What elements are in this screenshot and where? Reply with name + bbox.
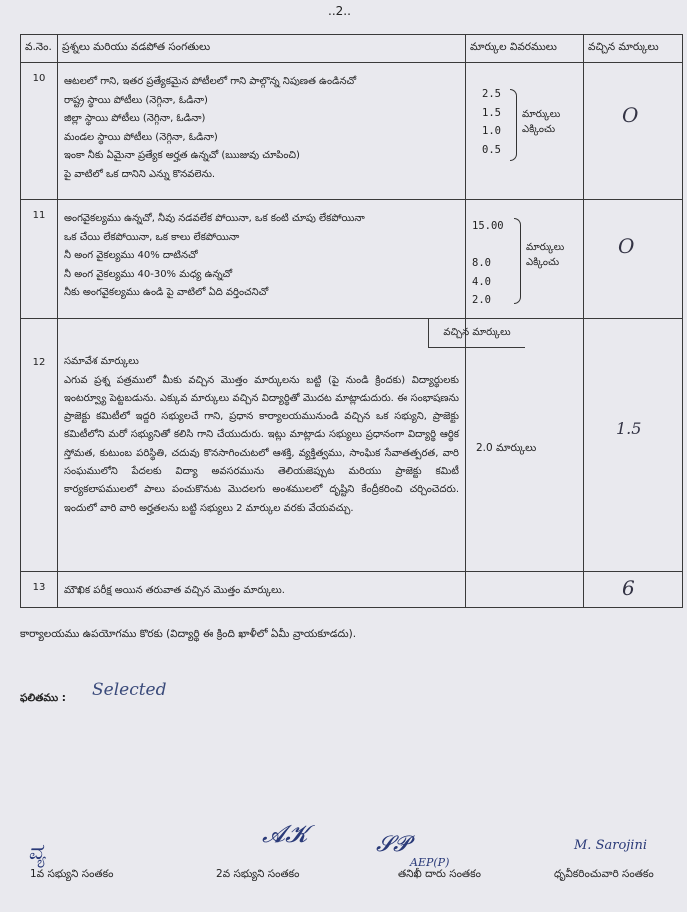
row-13-number: 13 (21, 572, 58, 608)
row-10-obtained (584, 63, 683, 200)
row-11-line: నీ అంగ వైకల్యము 40% దాటినచో (64, 250, 198, 261)
row-11-line: ఒక చేయి లేకపోయినా, ఒక కాలు లేకపోయినా (64, 231, 240, 243)
signature-label-4: ధృవీకరించువారి సంతకం (554, 868, 654, 880)
row-10-question (58, 63, 466, 200)
page-number: ..2.. (328, 4, 351, 18)
row-12-number: 12 (21, 319, 58, 572)
certifier-name: M. Sarojini (574, 838, 647, 853)
row-11-line: నీ అంగ వైకల్యము 40-30% మధ్య ఉన్నచో (64, 268, 233, 280)
row-11-line: అంగవైకల్యము ఉన్నచో, నీవు నడవలేక పోయినా, ఒక కంటి చూపు లేకపోయినా (64, 213, 365, 224)
row-12-marks (466, 319, 584, 572)
mark-value: 1.0 (482, 125, 501, 137)
row-11-marks-note: మార్కులు ఎక్కించు (526, 242, 565, 268)
mark-value: 15.00 (472, 220, 504, 232)
result-label: ఫలితము : (20, 692, 66, 704)
row-12-paragraph: ఎగువ ప్రశ్న పత్రములో మీకు వచ్చిన మొత్తం మార్కులను బట్టి (పై నుండి క్రిందకు) విద్యార్థులకు ఇంటర్వ్యూ పెట్టబడును. ఎక్కువ మార్కులు వచ్చిన విద్యార్థితో మొదట మాట్లాడుదురు. ఈ సంభాషణను ప్రాజెక్టు కమిటీలో ఇద్దరి సభ్యులచే గాని, ప్రధాన కార్యాలయమునుండి వచ్చిన ఒక సభ్యుని, ప్రాజెక్టు కమిటీలోని మరో సభ్యునితో కలిసి గాని చేయుదురు. ఇట్లు మాట్లాడు సభ్యులు ప్రధానంగా విద్యార్థి ఆర్థిక స్తోమత, కుటుంబ పరిస్థితి, చదువు కొనసాగించుటలో ఆశక్తి, వ్యక్తిత్వము, సాంఘిక సేవాతత్పరత, వారి సంఘములోని పేదలకు విద్యా అవసరమును తెలియజెప్పుట మరియు ప్రాజెక్టు కమిటీ కార్యకలాపములలో పాలు పంచుకొనుట మొదలగు అంశములలో దృష్టిని కేంద్రీకరించి చర్చించెదరు. ఇందులో వారి వారి అర్హతలను బట్టి సభ్యులు 2 మార్కుల వరకు వేయవచ్చు. (64, 374, 459, 514)
row-10 (21, 63, 683, 200)
row-11-number: 11 (21, 200, 58, 319)
row-10-line: మండల స్థాయి పోటీలు (నెగ్గినా, ఓడినా) (64, 131, 218, 143)
row-10-number: 10 (21, 63, 58, 200)
row-11-question (58, 200, 466, 319)
row-12 (21, 319, 683, 572)
row-11-obtained-value: O (618, 234, 635, 258)
row-10-line: ఇంకా నీకు ఏమైనా ప్రత్యేక అర్హత ఉన్నచో (ఋజువు చూపించి) (64, 150, 300, 161)
inspector-note: AEP(P) (410, 856, 450, 869)
office-use-note: కార్యాలయము ఉపయోగము కొరకు (విద్యార్థి ఈ క్రింది ఖాళీలో ఏమీ వ్రాయకూడదు). (20, 628, 357, 640)
header-sno: వ.నెం. (21, 35, 58, 63)
signature-member-1: ವ್ಯ (28, 840, 46, 865)
row-11-line: నీకు అంగవైకల్యము ఉండి పై వాటిలో ఏది వర్తించనిచో (64, 287, 269, 298)
mark-value: 8.0 (472, 257, 491, 269)
brace (514, 218, 521, 304)
mark-value: 4.0 (472, 275, 491, 288)
signature-inspector: 𝓢𝓟 (376, 832, 409, 857)
inline-header-marks-obtained: వచ్చిన మార్కులు (428, 319, 525, 348)
row-12-obtained (584, 319, 683, 572)
result-value: Selected (92, 680, 167, 700)
mark-value: 2.0 (472, 294, 491, 306)
row-13-obtained (584, 572, 683, 608)
signature-label-3: తనిఖీ దారు సంతకం (398, 868, 481, 880)
mark-value: 2.5 (482, 88, 501, 100)
row-12-title: సమావేశ మార్కులు (64, 356, 139, 367)
row-13-marks (466, 572, 584, 608)
row-10-obtained-value: O (622, 103, 639, 127)
row-11 (21, 200, 683, 319)
row-10-line: జిల్లా స్థాయి పోటీలు (నెగ్గినా, ఓడినా) (64, 113, 206, 124)
header-marks-obtained: వచ్చిన మార్కులు (584, 35, 683, 63)
row-13-obtained-value: 6 (622, 576, 635, 600)
signature-label-1: 1వ సభ్యుని సంతకం (30, 868, 114, 880)
row-10-line: ఆటలలో గాని, ఇతర ప్రత్యేకమైన పోటీలలో గాని పాల్గొన్న నిపుణత ఉండినచో (64, 76, 357, 87)
row-10-marks (466, 63, 584, 200)
row-10-marks-list (482, 85, 501, 159)
row-12-marks-value: 2.0 మార్కులు (476, 442, 537, 454)
mark-value: 0.5 (482, 143, 501, 156)
evaluation-table (20, 34, 683, 608)
mark-value (472, 236, 504, 255)
header-row (21, 35, 683, 63)
row-10-line: రాష్ట్ర స్థాయి పోటీలు (నెగ్గినా, ఓడినా) (64, 94, 208, 106)
row-11-marks (466, 200, 584, 319)
brace (510, 89, 517, 161)
row-12-obtained-value: 1.5 (616, 419, 642, 438)
header-questions: ప్రశ్నలు మరియు వడపోత సంగతులు (58, 35, 466, 63)
signature-label-2: 2వ సభ్యుని సంతకం (216, 868, 300, 880)
mark-value: 1.5 (482, 106, 501, 119)
signature-member-2: 𝓐𝓚 (262, 820, 308, 848)
row-13-question: మౌఖిక పరీక్ష అయిన తరువాత వచ్చిన మొత్తం మార్కులు. (58, 572, 466, 608)
row-10-line: పై వాటిలో ఒక దానిని ఎన్ను కొనవలెను. (64, 168, 216, 180)
row-11-obtained (584, 200, 683, 319)
row-10-marks-note: మార్కులు ఎక్కించు (522, 109, 561, 135)
row-13 (21, 572, 683, 608)
row-11-marks-list (472, 217, 504, 310)
header-marks-details: మార్కుల వివరములు (466, 35, 584, 63)
